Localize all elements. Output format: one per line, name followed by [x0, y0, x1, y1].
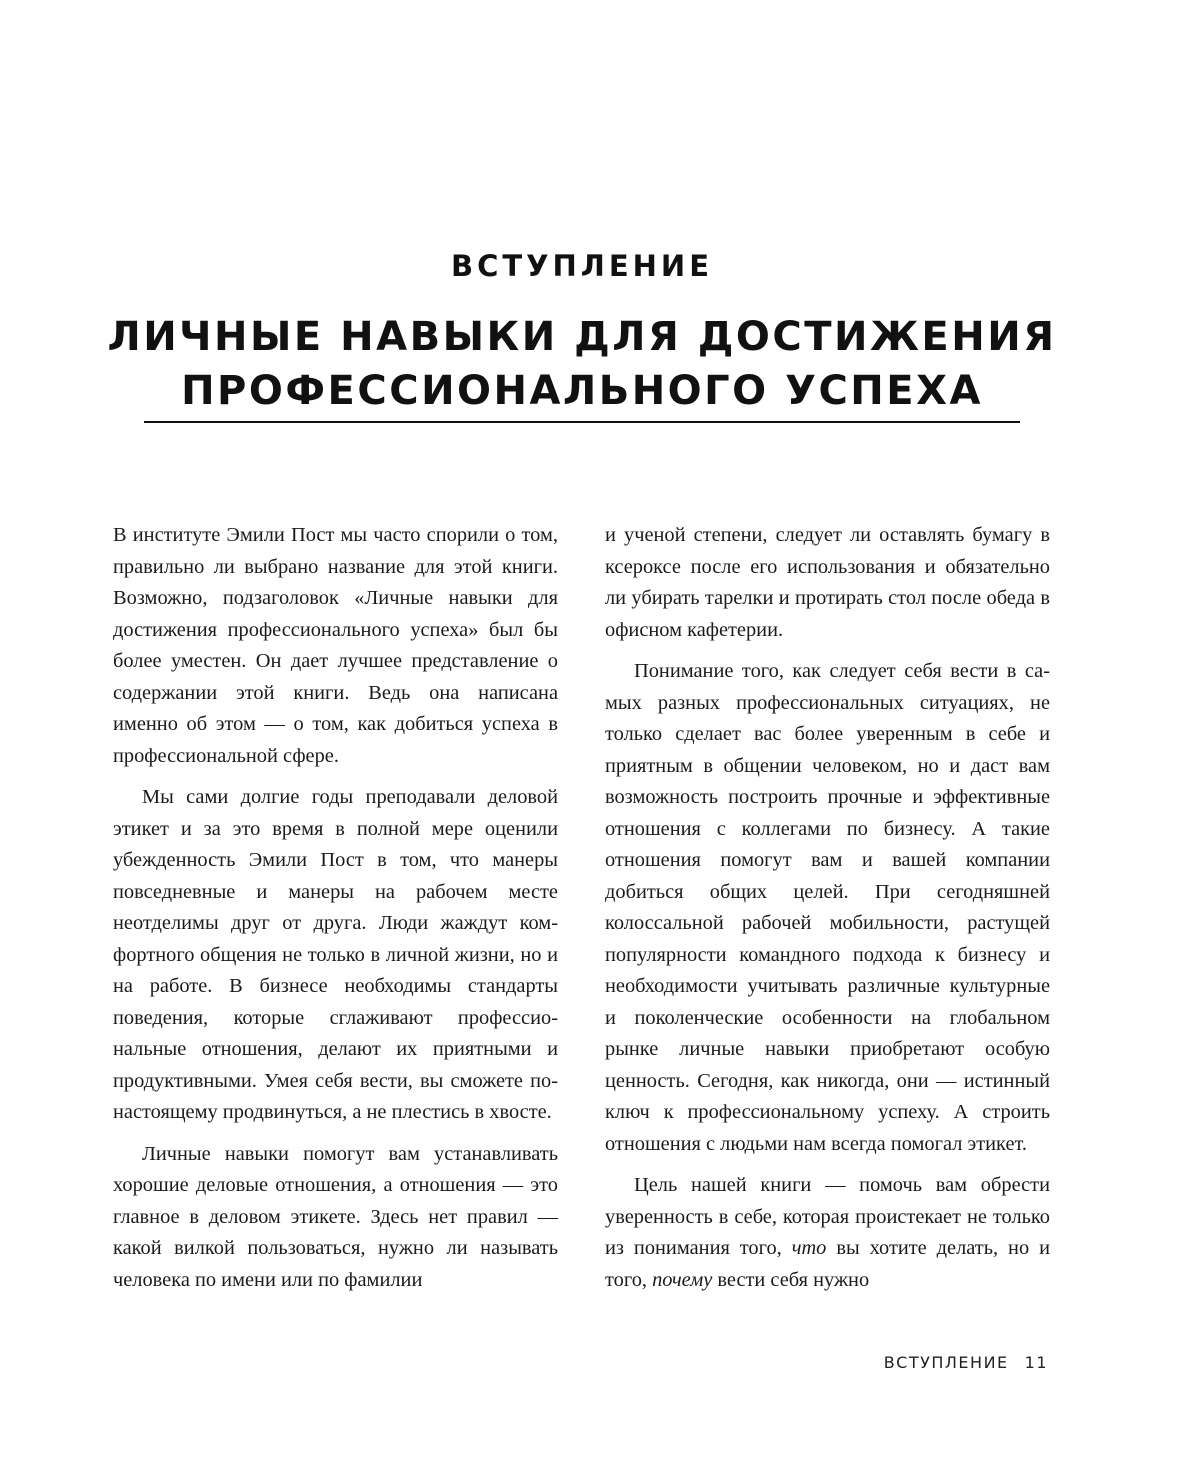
right-paragraph-1: и ученой степени, следует ли оставлять бумагу в ксероксе после его использования и обязательно ли убирать тарелки и протирать стол после обеда в офисном кафетерии. — [605, 524, 1050, 641]
left-column — [113, 520, 558, 1306]
footer-section-title: ВСТУПЛЕНИЕ — [883, 1353, 1009, 1372]
title-underline-rule — [144, 421, 1020, 423]
right-paragraph-3-text-b: вы хотите делать, но и того, — [605, 1237, 1050, 1291]
right-paragraph-3-text-a: Цель нашей книги — помочь вам обрести уверенность в себе, которая проистекает не только из понимания того, — [605, 1174, 1050, 1259]
left-paragraph-3: Личные навыки помогут вам устанавливать хорошие деловые отношения, а отношения — это главное в деловом этикете. Здесь нет правил — какой вилкой пользоваться, нужно ли называть человека по имени или по фамилии — [113, 1142, 558, 1291]
chapter-kicker: ВСТУПЛЕНИЕ — [450, 249, 714, 283]
running-footer — [884, 1353, 1048, 1372]
left-paragraph-2: Мы сами долгие годы преподавали деловой этикет и за это время в полной мере оценили убежденность Эмили Пост в том, что манеры повседневные и манеры на рабочем месте неотделимы друг от друга. Люди жаждут комфортного общения не только в личной жизни, но и на работе. В бизнесе необходимы стандарты поведения, которые сглаживают профессиональные отношения, делают их приятными и продуктивными. Умея себя вести, вы сможете по-настоящему продвинуться, а не плестись в хвосте. — [113, 786, 558, 1123]
left-paragraph-1: В институте Эмили Пост мы часто спорили о том, правильно ли выбрано название для этой книги. Возможно, подзаголовок «Личные навыки для достижения профессионального успеха» был бы более уместен. Он дает лучшее представление о содержании этой книги. Ведь она написана именно об этом — о том, как добиться успеха в профессиональной сфере. — [113, 524, 558, 767]
chapter-title-line-1: ЛИЧНЫЕ НАВЫКИ ДЛЯ ДОСТИЖЕНИЯ — [107, 314, 1057, 360]
chapter-title — [0, 310, 1164, 418]
chapter-title-line-2: ПРОФЕССИОНАЛЬНОГО УСПЕХА — [181, 368, 983, 414]
page-number: 11 — [1024, 1353, 1048, 1372]
right-paragraph-3-text-c: вести себя нужно — [712, 1268, 870, 1291]
emphasis-why: почему — [652, 1268, 713, 1291]
emphasis-what: что — [791, 1237, 827, 1259]
right-paragraph-2: Понимание того, как следует себя вести в самых разных профессиональных ситуациях, не только сделает вас более уверенным в себе и приятным в общении человеком, но и даст вам возможность построить прочные и эффективные отношения с коллегами по бизнесу. А такие отношения помогут вам и вашей компании добиться общих целей. При сегодняшней колоссальной рабочей мобильности, растущей популярности командного подхода к бизнесу и необходимости учитывать различные культурные и поколенческие особенности на глобальном рынке личные навыки приобретают особую ценность. Сегодня, как никогда, они — истинный ключ к профессиональному успеху. А строить отношения с людьми нам всегда помогал этикет. — [605, 660, 1050, 1155]
right-column — [605, 520, 1050, 1306]
right-paragraph-3 — [605, 1170, 1050, 1296]
